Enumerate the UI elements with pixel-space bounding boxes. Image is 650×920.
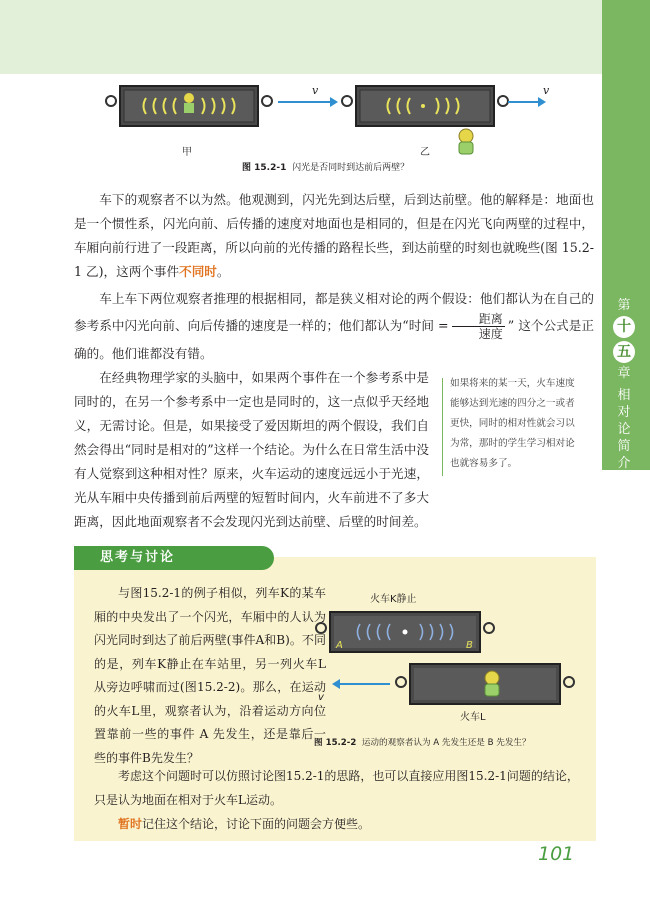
train-a	[106, 86, 272, 126]
page-number: 101	[538, 843, 575, 865]
figure-2-caption-text: 运动的观察者认为 A 先发生还是 B 先发生？	[361, 738, 531, 748]
chapter-di: 第	[617, 298, 631, 313]
think-text-1	[94, 582, 326, 770]
think-text-3	[94, 813, 584, 837]
panel-b-label: 乙	[420, 147, 430, 158]
paragraph-3	[74, 366, 429, 534]
figure-2-caption	[314, 736, 531, 748]
train-l	[396, 664, 574, 704]
velocity-label-b: v	[543, 84, 550, 97]
figure-2-caption-number: 图 15.2-2	[314, 738, 357, 748]
paragraph-1-highlight: 不同时	[179, 264, 217, 279]
fraction-distance-over-speed	[452, 312, 505, 341]
chapter-number-1: 十	[613, 316, 635, 338]
fraction-denominator: 速度	[478, 327, 503, 341]
point-b-label: B	[466, 640, 473, 651]
train-b	[342, 86, 508, 126]
chapter-number-2: 五	[613, 341, 635, 363]
figure-1-caption	[242, 160, 409, 173]
think-text-2	[94, 765, 584, 812]
figure-1-caption-text: 闪光是否同时到达前后两壁？	[292, 163, 410, 173]
think-text-3-highlight: 暂时	[118, 817, 143, 831]
fraction-numerator: 距离	[452, 312, 505, 327]
side-note-text: 如果将来的某一天，火车速度能够达到光速的四分之一或者更快，同时的相对性就会习以为常，那时的学生学习相对论也就容易多了。	[450, 378, 575, 469]
think-text-3-content: 记住这个结论，讨论下面的问题会方便些。	[142, 817, 371, 831]
paragraph-1	[74, 188, 594, 284]
chapter-zhang: 章	[617, 366, 631, 381]
chapter-title: 相对论简介	[617, 388, 631, 471]
chapter-label	[606, 298, 642, 472]
train-k-label: 火车K静止	[370, 594, 417, 605]
moving-observer-icon	[485, 671, 499, 696]
think-text-1-content: 与图15.2-1的例子相似，列车K的某车厢的中央发出了一个闪光，车厢中的人认为闪光同时到达了前后两壁(事件A和B)。不同的是，列车K静止在车站里，另一列火车L从旁边呼啸而过(图15.2-2)。那么，在运动的火车L里，观察者认为，沿着运动方向位置靠前一些的事件 A 先发生，还是靠后一些的事件B先发生？	[94, 586, 326, 765]
ground-observer-icon	[459, 129, 473, 154]
train-l-label: 火车L	[460, 712, 486, 723]
paragraph-2-end: ” 这个公式是正确的。他们谁都没有错。	[74, 318, 594, 361]
panel-a-label: 甲	[182, 147, 192, 158]
paragraph-1-text: 车下的观察者不以为然。他观测到，闪光先到达后壁，后到达前壁。他的解释是：地面也是一个惯性系，闪光向前、后传播的速度对地面也是相同的，但是在闪光飞向两壁的过程中，车厢向前行进了一段距离，所以向前的光传播的路程长些，到达前壁的时刻也就晚些(图 15.2-1 乙)，这两个事件	[74, 192, 594, 279]
paragraph-2	[74, 286, 594, 367]
figure-1-caption-number: 图 15.2-1	[242, 163, 287, 173]
figure-15-2-2	[310, 588, 580, 738]
point-a-label: A	[336, 640, 343, 651]
paragraph-1-end: 。	[216, 264, 230, 279]
velocity-label-fig2: v	[318, 692, 324, 703]
top-band	[0, 0, 602, 74]
think-discuss-header: 思考与讨论	[74, 546, 274, 570]
velocity-label-a: v	[312, 84, 319, 97]
paragraph-2-start: 车上车下两位观察者推理的根据相同，都是狭义相对论的两个假设：他们都认为在自己的参考系中闪光向前、向后传播的速度是一样的；他们都认为“时间 =	[74, 291, 594, 333]
paragraph-3-text: 在经典物理学家的头脑中，如果两个事件在一个参考系中是同时的，在另一个参考系中一定也是同时的，这一点似乎天经地义，无需讨论。但是，如果接受了爱因斯坦的两个假设，我们自然会得出“同时是相对的”这样一个结论。为什么在日常生活中没有人觉察到这种相对性？原来，火车运动的速度远远小于光速，光从车厢中央传播到前后两壁的短暂时间内，火车前进不了多大距离，因此地面观察者不会发现闪光到达前壁、后壁的时间差。	[74, 370, 429, 529]
side-note	[442, 372, 592, 482]
think-text-2-content: 考虑这个问题时可以仿照讨论图15.2-1的思路，也可以直接应用图15.2-1问题的结论，只是认为地面在相对于火车L运动。	[94, 769, 579, 807]
